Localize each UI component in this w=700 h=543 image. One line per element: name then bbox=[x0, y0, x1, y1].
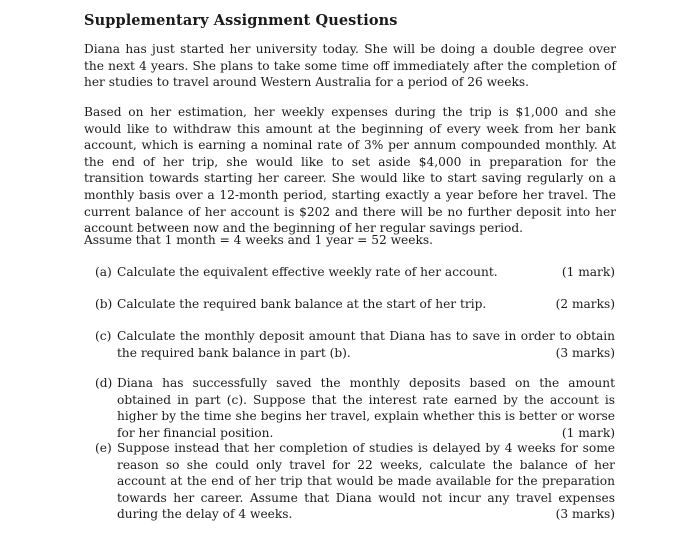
question-c bbox=[95, 328, 615, 361]
page-title: Supplementary Assignment Questions bbox=[84, 12, 398, 29]
question-label: (e) bbox=[95, 441, 112, 455]
question-label: (c) bbox=[95, 329, 112, 343]
question-marks: (3 marks) bbox=[550, 506, 615, 523]
question-e bbox=[95, 440, 615, 523]
question-a bbox=[95, 264, 615, 281]
question-marks: (1 mark) bbox=[561, 265, 615, 279]
assumption-text: Assume that 1 month = 4 weeks and 1 year = 52 weeks. bbox=[84, 233, 433, 247]
question-marks: (2 marks) bbox=[555, 297, 615, 311]
intro-paragraph: Diana has just started her university today. She will be doing a double degree over the next 4 years. She plans to take some time off immediately after the completion of her studies to travel around Western Australia for a period of 26 weeks. bbox=[84, 42, 616, 90]
question-marks: (3 marks) bbox=[555, 345, 615, 360]
question-label: (d) bbox=[95, 376, 113, 390]
details-paragraph: Based on her estimation, her weekly expenses during the trip is $1,000 and she would like to withdraw this amount at the beginning of every week from her bank account, which is earning a nominal rate of 3% per annum compounded monthly. At the end of her trip, she would like to set aside $4,000 in preparation for the transition towards starting her career. She would like to start saving regularly on a monthly basis over a 12-month period, starting exactly a year before her travel. The current balance of her account is $202 and there will be no further deposit into her account between now and the beginning of her regular savings period. bbox=[84, 105, 616, 236]
question-text: Suppose instead that her completion of studies is delayed by 4 weeks for some reason so she could only travel for 22 weeks, calculate the balance of her account at the end of her trip that would be made available for the preparation towards her career. Assume that Diana would not incur any travel expenses during the delay of 4 weeks. bbox=[117, 441, 615, 522]
question-label: (a) bbox=[95, 265, 112, 279]
question-text: Calculate the monthly deposit amount that Diana has to save in order to obtain the required bank balance in part (b). bbox=[117, 329, 615, 360]
question-text: Calculate the required bank balance at the start of her trip. bbox=[117, 297, 487, 311]
question-label: (b) bbox=[95, 297, 113, 311]
question-text: Diana has successfully saved the monthly deposits based on the amount obtained in part (c). Suppose that the interest rate earned by the account is higher by the time she begins her travel, explain whether this is better or worse for her financial position. bbox=[117, 376, 615, 440]
question-d bbox=[95, 375, 615, 441]
question-text: Calculate the equivalent effective weekly rate of her account. bbox=[117, 265, 498, 279]
question-b bbox=[95, 296, 615, 313]
question-marks: (1 mark) bbox=[556, 425, 615, 442]
